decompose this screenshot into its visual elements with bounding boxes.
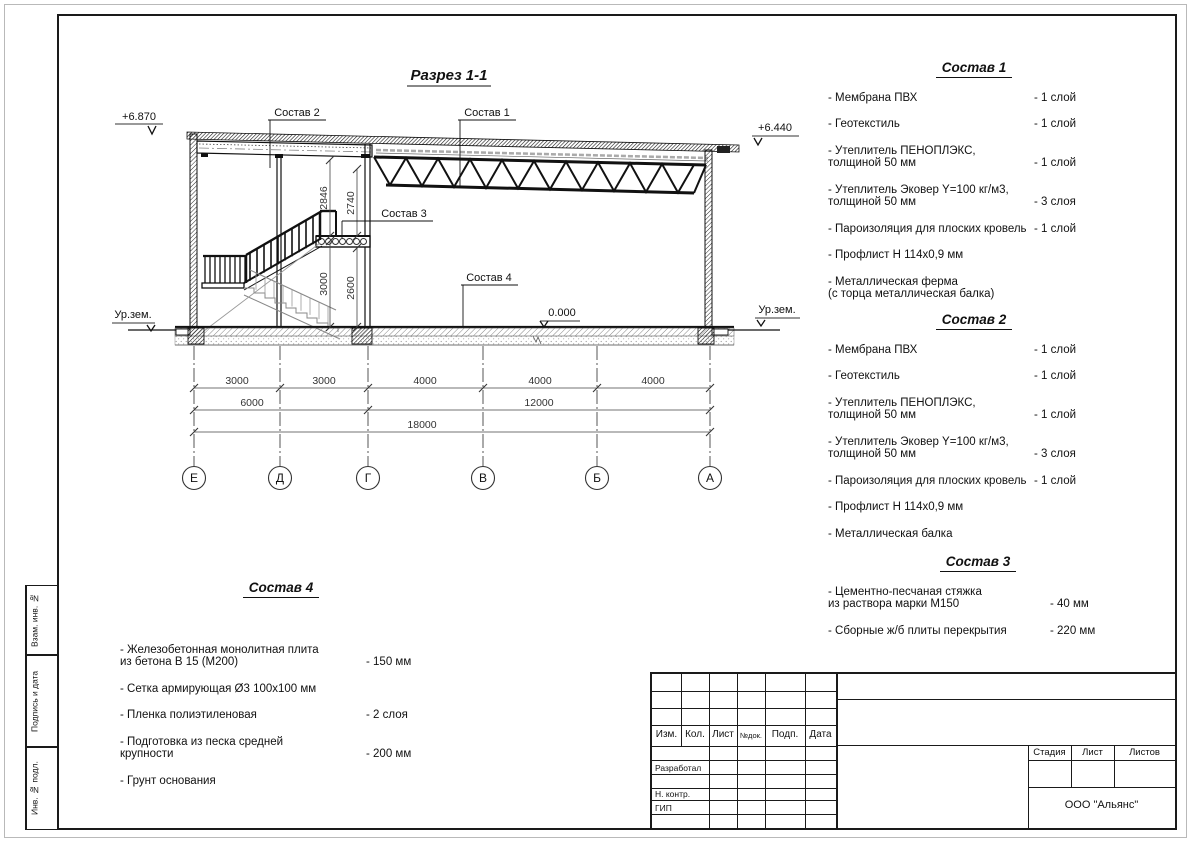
- axis-A: А: [705, 471, 715, 485]
- dim-span-4: 4000: [528, 375, 552, 387]
- callout-sostav4: Состав 4: [466, 272, 512, 284]
- footing: [188, 328, 204, 344]
- section-title-text: Разрез 1-1: [410, 67, 488, 84]
- floor2-slab: [316, 236, 370, 247]
- dim-18000: 18000: [407, 419, 437, 431]
- ceiling-slab: [197, 141, 372, 158]
- list-item: - Металлическая ферма (с торца металлическая балка): [828, 275, 995, 300]
- list-item: - Профлист Н 114х0,9 мм: [828, 501, 964, 513]
- sostav2-list: [828, 314, 1120, 540]
- right-wall: [705, 150, 712, 327]
- sostav4-title: Состав 4: [243, 582, 319, 598]
- dim-span-5: 4000: [641, 375, 665, 387]
- tb-header-izm: Изм.: [655, 729, 678, 740]
- dim-6000: 6000: [240, 397, 264, 409]
- tb-row-nkontr: Н. контр.: [655, 789, 691, 799]
- landing-railing: [203, 256, 246, 283]
- tb-header-ndok: №док.: [740, 731, 762, 740]
- axis-B: Б: [593, 471, 601, 485]
- list-item: - Пароизоляция для плоских кровель - 1 слой: [828, 222, 1077, 235]
- footing: [698, 328, 714, 344]
- dim-12000: 12000: [524, 397, 554, 409]
- vdim-2600: 2600: [345, 276, 357, 300]
- stamp-label: Инв. № подл.: [26, 748, 42, 829]
- stamp-label: Подпись и дата: [26, 656, 42, 746]
- sostav3-title: Состав 3: [940, 556, 1016, 572]
- list-item: - Пароизоляция для плоских кровель - 1 слой: [828, 474, 1077, 487]
- roof-truss: [374, 157, 706, 193]
- tb-header-stadiya: Стадия: [1033, 747, 1066, 758]
- callout-sostav1: Состав 1: [464, 107, 510, 119]
- drawing-title: [407, 67, 491, 86]
- sostav2-title: Состав 2: [936, 314, 1012, 330]
- ground-label-left: Ур.зем.: [114, 309, 152, 321]
- list-item: - Утеплитель ПЕНОПЛЭКС, толщиной 50 мм - 1 слой: [828, 396, 1077, 421]
- ground-label-right: Ур.зем.: [758, 304, 796, 316]
- title-block: [650, 672, 1177, 830]
- list-item: - Сетка армирующая Ø3 100х100 мм: [120, 682, 317, 695]
- tb-header-sheets: Листов: [1129, 747, 1160, 758]
- dim-span-3: 4000: [413, 375, 437, 387]
- axis-V: В: [478, 471, 488, 485]
- list-item: - Сборные ж/б плиты перекрытия - 220 мм: [828, 624, 1096, 637]
- dimensions-horizontal: [190, 375, 714, 436]
- ground-floor: [128, 327, 780, 345]
- tb-header-sheet: Лист: [1082, 747, 1103, 758]
- axis-D: Д: [275, 471, 285, 485]
- list-item: - Подготовка из песка средней крупности - 200 мм: [120, 735, 412, 760]
- tb-header-kol: Кол.: [685, 729, 705, 740]
- stair-landing: [202, 283, 244, 288]
- vdim-3000: 3000: [318, 272, 330, 296]
- list-item: - Железобетонная монолитная плита из бетона В 15 (М200) - 150 мм: [120, 643, 412, 668]
- sostav3-list: [828, 556, 1128, 637]
- sostav4-list: [120, 582, 442, 787]
- elevation-right: +6.440: [758, 122, 792, 134]
- left-wall: [190, 134, 197, 327]
- vdim-2846: 2846: [318, 186, 330, 210]
- list-item: - Профлист Н 114х0,9 мм: [828, 249, 964, 261]
- list-item: - Утеплитель Эковер Y=100 кг/м3, толщиной 50 мм - 3 слоя: [828, 435, 1076, 460]
- axis-E: Е: [189, 471, 199, 485]
- elevation-floor: 0.000: [548, 307, 576, 319]
- stamp-label: Взам. инв. №: [26, 586, 42, 654]
- list-item: - Мембрана ПВХ - 1 слой: [828, 91, 1077, 104]
- tb-company: ООО "Альянс": [1064, 799, 1139, 811]
- tb-header-data: Дата: [809, 729, 832, 740]
- elevation-arrow-icon: [757, 320, 765, 326]
- callout-sostav3: Состав 3: [381, 208, 427, 220]
- sostav1-list: [828, 62, 1120, 301]
- tb-row-gip: ГИП: [655, 803, 672, 813]
- footing: [352, 328, 372, 344]
- grid-bubbles: [183, 467, 722, 490]
- list-item: - Металлическая балка: [828, 527, 953, 540]
- tb-row-razrabotal: Разработал: [655, 763, 702, 773]
- list-item: - Цементно-песчаная стяжка из раствора марки М150 - 40 мм: [828, 585, 1089, 610]
- callout-sostav2: Состав 2: [274, 107, 320, 119]
- list-item: - Геотекстиль - 1 слой: [828, 118, 1077, 130]
- dim-span-2: 3000: [312, 375, 336, 387]
- vdim-2740: 2740: [345, 191, 357, 215]
- elevation-arrow-icon: [754, 138, 762, 145]
- list-item: - Мембрана ПВХ - 1 слой: [828, 343, 1077, 356]
- list-item: - Утеплитель Эковер Y=100 кг/м3, толщиной 50 мм - 3 слоя: [828, 183, 1076, 208]
- dim-span-1: 3000: [225, 375, 249, 387]
- tb-header-podp: Подп.: [771, 729, 799, 740]
- tb-header-list: Лист: [712, 729, 734, 740]
- grid-axis-lines: [194, 346, 710, 466]
- sostav1-title: Состав 1: [936, 62, 1012, 78]
- list-item: - Пленка полиэтиленовая - 2 слоя: [120, 709, 408, 721]
- axis-G: Г: [364, 471, 372, 485]
- list-item: - Геотекстиль - 1 слой: [828, 370, 1077, 382]
- elevation-arrow-icon: [148, 126, 156, 134]
- roof-end-cap: [717, 146, 730, 153]
- list-item: - Утеплитель ПЕНОПЛЭКС, толщиной 50 мм - 1 слой: [828, 144, 1077, 169]
- list-item: - Грунт основания: [120, 774, 216, 787]
- elevation-left: +6.870: [122, 111, 156, 123]
